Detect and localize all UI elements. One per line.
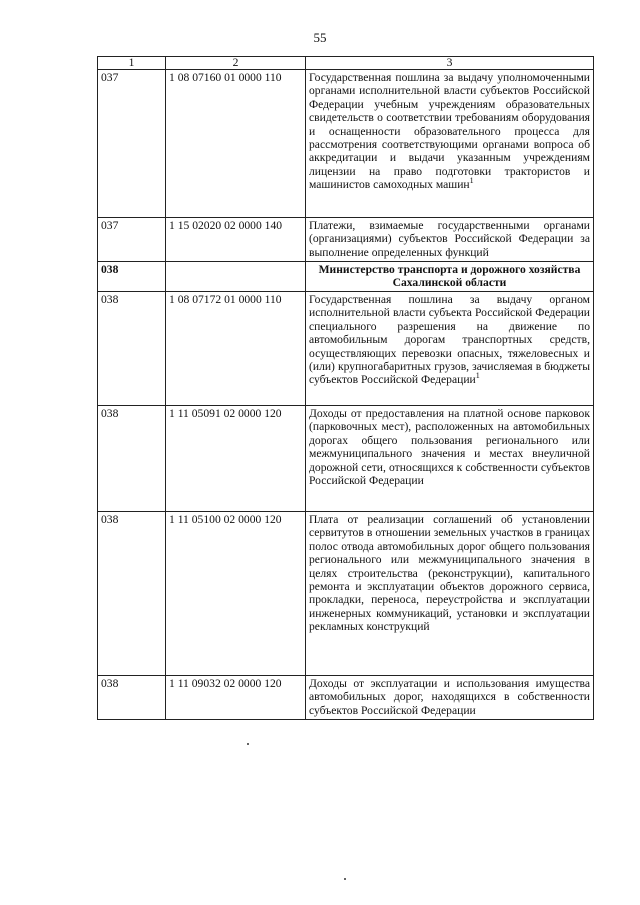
scan-speck (344, 878, 346, 880)
admin-code-cell: 038 (98, 406, 166, 512)
ministry-title: Министерство транспорта и дорожного хозяйства Сахалинской области (306, 262, 594, 292)
table-row-ministry (98, 262, 594, 292)
scan-speck (247, 743, 249, 745)
kbk-code-cell: 1 08 07172 01 0000 110 (166, 292, 306, 406)
admin-code-cell: 038 (98, 262, 166, 292)
admin-code-cell: 038 (98, 676, 166, 720)
column-header-2: 2 (166, 57, 306, 70)
kbk-code-cell: 1 11 05100 02 0000 120 (166, 512, 306, 676)
description-cell (306, 676, 594, 720)
description-cell (306, 292, 594, 406)
column-header-3: 3 (306, 57, 594, 70)
table-row (98, 676, 594, 720)
footnote-marker: 1 (469, 176, 474, 186)
admin-code-cell: 037 (98, 218, 166, 262)
kbk-code-cell (166, 262, 306, 292)
table-row (98, 512, 594, 676)
admin-code-cell: 038 (98, 512, 166, 676)
kbk-code-cell: 1 11 09032 02 0000 120 (166, 676, 306, 720)
description-text: Государственная пошлина за выдачу уполномоченными органами исполнительной власти субъектов Российской Федерации учебным учреждениям образовательных свидетельств о соответствии требованиям оборудования и оснащенности образовательного процесса для рассмотрения соответствующими органами вопроса об аккредитации и выдачи указанным учреждениям лицензии на право подготовки трактористов и машинистов самоходных машин (309, 71, 590, 192)
kbk-code-cell: 1 11 05091 02 0000 120 (166, 406, 306, 512)
description-text: Доходы от предоставления на платной основе парковок (парковочных мест), расположенных на автомобильных дорогах общего пользования регионального или межмуниципального значения и местах внеуличной дорожной сети, относящихся к собственности субъектов Российской Федерации (309, 407, 590, 488)
table-row (98, 292, 594, 406)
description-text: Государственная пошлина за выдачу органом исполнительной власти субъекта Российской Федерации специального разрешения на движение по автомобильным дорогам транспортных средств, осуществляющих перевозки опасных, тяжеловесных и (или) крупногабаритных грузов, зачисляемая в бюджеты субъектов Российской Федерации (309, 293, 590, 387)
description-cell (306, 406, 594, 512)
description-text: Плата от реализации соглашений об установлении сервитутов в отношении земельных участков в границах полос отвода автомобильных дорог общего пользования регионального или межмуниципального значения в целях строительства (реконструкции), капитального ремонта и эксплуатации объектов дорожного сервиса, прокладки, переноса, переустройства и эксплуатации инженерных коммуникаций, установки и эксплуатации рекламных конструкций (309, 513, 590, 634)
description-text: Платежи, взимаемые государственными органами (организациями) субъектов Российской Федерации за выполнение определенных функций (309, 219, 590, 259)
revenue-codes-table (97, 56, 594, 720)
kbk-code-cell: 1 15 02020 02 0000 140 (166, 218, 306, 262)
table-row (98, 406, 594, 512)
description-cell (306, 218, 594, 262)
page-number: 55 (313, 30, 327, 45)
table-header-row (98, 57, 594, 70)
table-row (98, 70, 594, 218)
description-text: Доходы от эксплуатации и использования имущества автомобильных дорог, находящихся в собственности субъектов Российской Федерации (309, 677, 590, 717)
admin-code-cell: 038 (98, 292, 166, 406)
description-cell (306, 512, 594, 676)
table-row (98, 218, 594, 262)
description-cell (306, 70, 594, 218)
kbk-code-cell: 1 08 07160 01 0000 110 (166, 70, 306, 218)
column-header-1: 1 (98, 57, 166, 70)
footnote-marker: 1 (475, 371, 480, 381)
admin-code-cell: 037 (98, 70, 166, 218)
